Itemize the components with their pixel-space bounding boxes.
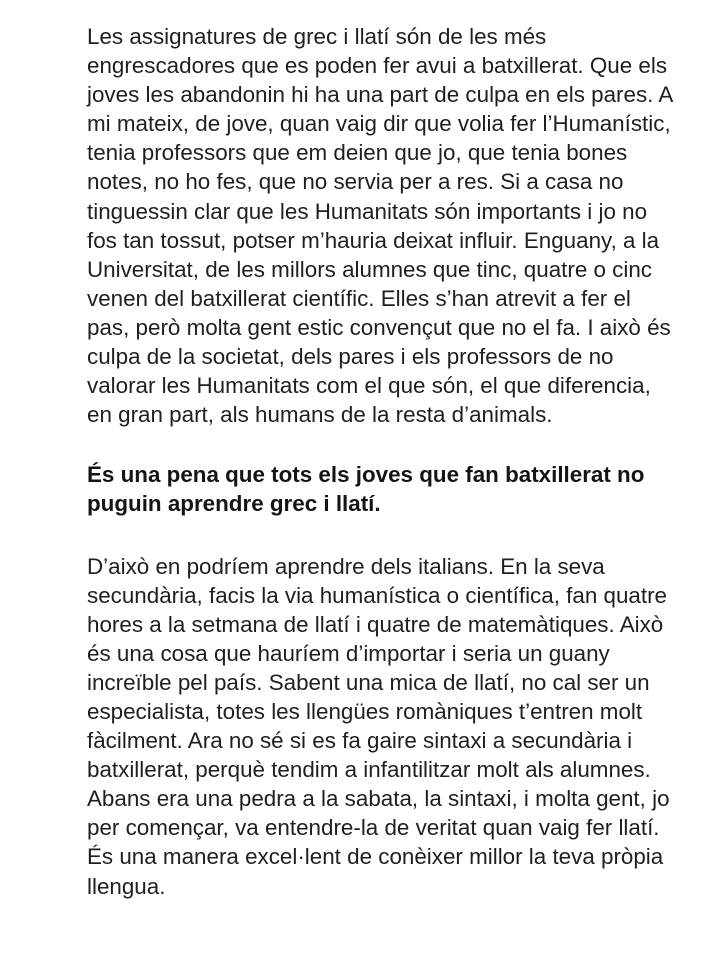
- answer-paragraph-2: D’això en podríem aprendre dels italians. En la seva secundària, facis la via humanística o científica, fan quatre hores a la setmana de llatí i quatre de matemàtiques. Això és una cosa que hauríem d’importar i seria un guany increïble pel país. Sabent una mica de llatí, no cal ser un especialista, totes les llengües romàniques t’entren molt fàcilment. Ara no sé si es fa gaire sintaxi a secundària i batxillerat, perquè tendim a infantilitzar molt als alumnes. Abans era una pedra a la sabata, la sintaxi, i molta gent, jo per començar, va entendre-la de veritat quan vaig fer llatí. És una manera excel·lent de conèixer millor la teva pròpia llengua.: [87, 553, 670, 899]
- interview-question: És una pena que tots els joves que fan batxillerat no puguin aprendre grec i llatí.: [87, 462, 645, 517]
- answer-paragraph-1: Les assignatures de grec i llatí són de les més engrescadores que es poden fer avui a batxillerat. Que els joves les abandonin hi ha una part de culpa en els pares. A mi mateix, de jove, quan vaig dir que volia fer l’Humanístic, tenia professors que em deien que jo, que tenia bones notes, no ho fes, que no servia per a res. Si a casa no tinguessin clar que les Humanitats són importants i jo no fos tan tossut, potser m’hauria deixat influir. Enguany, a la Universitat, de les millors alumnes que tinc, quatre o cinc venen del batxillerat científic. Elles s’han atrevit a fer el pas, però molta gent estic convençut que no el fa. I això és culpa de la societat, dels pares i els professors de no valorar les Humanitats com el que són, el que diferencia, en gran part, als humans de la resta d’animals.: [87, 24, 673, 428]
- interview-article: [87, 22, 677, 901]
